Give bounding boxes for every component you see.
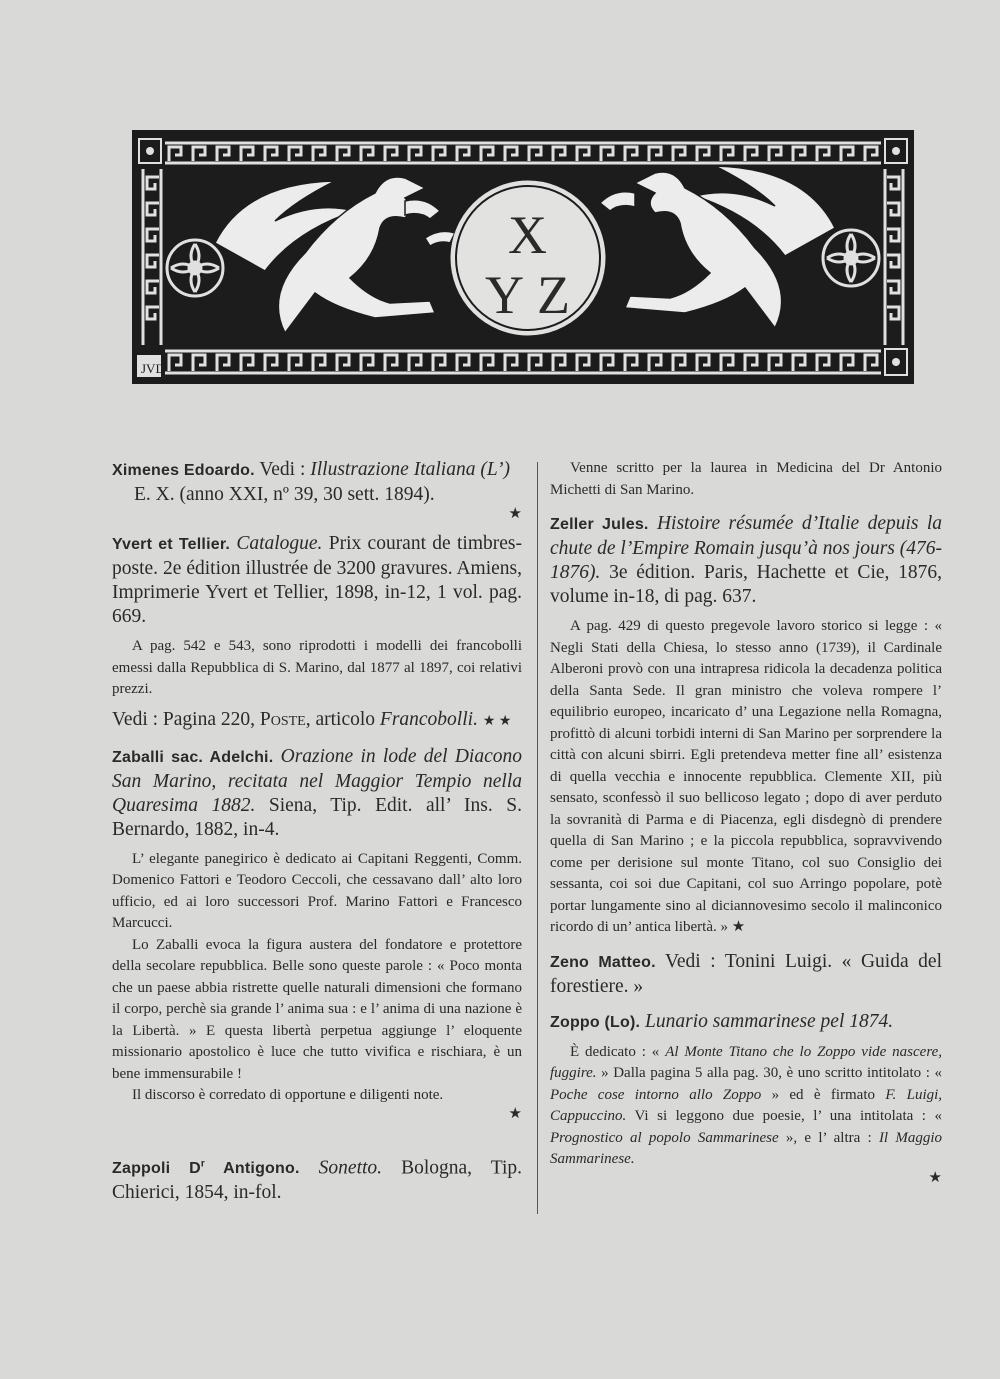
- entry-details: Prix courant de timbres-poste. 2e édition illustrée de 3200 gravures. Amiens, Imprimerie Yvert et Tellier, 1898, in-12, 1 vol. pag. 669.: [112, 533, 522, 627]
- entry-title: Illustrazione Italiana (L’): [310, 459, 510, 480]
- entry-ximenes: [112, 458, 522, 521]
- decorative-banner: [132, 130, 914, 384]
- entry-zaballi: [112, 745, 522, 1121]
- banner-letter-z: Z: [537, 265, 570, 325]
- right-griffin-icon: [600, 166, 835, 328]
- banner-letter-y: Y: [485, 265, 524, 325]
- entry-name: Zeller Jules.: [550, 516, 649, 533]
- entry-title: Catalogue.: [236, 533, 323, 554]
- see-also-title: Francobolli.: [379, 708, 478, 730]
- entry-body: A pag. 542 e 543, sono riprodotti i modelli dei francobolli emessi dalla Repubblica di S. Marino, dal 1877 al 1897, coi relativi prezzi.: [112, 638, 522, 697]
- entry-details: Bologna, Tip. Chierici, 1854, in-fol.: [112, 1156, 523, 1203]
- entry-name: Zaballi sac. Adelchi.: [112, 748, 274, 766]
- entry-vedi: Vedi :: [259, 459, 306, 480]
- banner-monogram: JVD: [141, 361, 165, 376]
- banner-letter-x: X: [508, 205, 547, 265]
- star-marker: ★: [508, 506, 522, 522]
- entry-title: Orazione in lode del Diacono San Marino, recitata nel Maggior Tempio nella Quaresima 1882.: [112, 745, 522, 816]
- entry-details: Vedi : Tonini Luigi. « Guida del forestiere. »: [550, 950, 942, 997]
- entry-zeno: [550, 950, 942, 999]
- greek-key-bottom: [165, 351, 881, 373]
- entry-name: Zeno Matteo.: [550, 953, 656, 971]
- entry-body-paragraph: Il discorso è corredato di opportune e diligenti note.: [132, 1087, 444, 1103]
- column-divider: [537, 462, 538, 1214]
- entry-details: E. X. (anno XXI, nº 39, 30 sett. 1894).: [134, 484, 435, 505]
- entry-body: A pag. 429 di questo pregevole lavoro storico si legge : « Negli Stati della Chiesa, lo stesso anno (1739), il Cardinale Alberoni provò con una intrapresa ridicola la decadenza politica della Santa Sede. Il gran ministro che voleva rompere l’ equilibrio europeo, incaricato d’ una Legazione nella Romagna, profittò di alcuni torbidi interni di San Marino per sorprendere la città con alcuni sbirri. Egli pretendeva metter fine all’ esistenza di quella vecchia e innocente repubblica. Clemente XII, più sensato, sconfessò il suo bellicoso legato ; dopo di aver perduto la sovranità di Parma e di Piacenza, egli disdegnò di prendere quella di San Marino ; e la piccola repubblica, sopravvivendo come per derisione sul monte Titano, col suo Consiglio dei sessanta, coi soi due Capitani, col suo Arringo popolare, potè portar lungamente sino al diciannovesimo secolo il malinconico ricordo di un’ antica libertà. » ★: [550, 618, 942, 935]
- left-column: [112, 458, 522, 1205]
- see-also-section: Poste,: [259, 708, 311, 730]
- entry-name: Ximenes Edoardo.: [112, 462, 255, 479]
- entry-title: Sonetto.: [318, 1156, 383, 1178]
- entry-name: Yvert et Tellier.: [112, 536, 231, 553]
- right-column: [550, 458, 942, 1185]
- entry-title: Lunario sammarinese pel 1874.: [645, 1010, 894, 1032]
- entry-title: Histoire résumée d’Italie depuis la chute de l’Empire Romain jusqu’à nos jours (476-1876).: [550, 513, 942, 583]
- star-marker: ★ ★: [482, 713, 512, 729]
- entry-body: È dedicato : « Al Monte Titano che lo Zoppo vide nascere, fuggire. » Dalla pagina 5 alla pag. 30, è uno scritto intitolato : « Poche cose intorno allo Zoppo » ed è firmato F. Luigi, Cappuccino. Vi si leggono due poesie, l’ una intitolata : « Prognostico al popolo Sammarinese », e l’ altra : Il Maggio Sammarinese.: [550, 1043, 943, 1167]
- entry-name: Zappoli $D^r$ Antigono.: [112, 1158, 300, 1177]
- entry-continuation: Venne scritto per la laurea in Medicina del Dr Antonio Michetti di San Marino.: [550, 460, 942, 498]
- entry-details: Siena, Tip. Edit. all’ Ins. S. Bernardo, 1882, in-4.: [112, 794, 522, 840]
- entry-body-paragraph: Lo Zaballi evoca la figura austera del fondatore e protettore della secolare repubblica. Belle sono queste parole : « Poco monta che un paese abbia ristrette quelle naturali dimensioni che formano il corpo, perchè sia grande l’ anima sua : e l’ anima di una nazione è la Libertà. » E questa libertà perpetua aggiunge l’ eloquente missionario apostolico è luce che tutto vivifica e rischiara, è un bene immensurabile !: [112, 936, 522, 1082]
- entry-yvert: [112, 532, 522, 734]
- left-rosette-icon: [167, 240, 223, 296]
- greek-key-top: [165, 143, 881, 163]
- see-also-prefix: Vedi : Pagina 220,: [112, 708, 255, 730]
- entry-zappoli: [112, 1153, 522, 1205]
- see-also-word: articolo: [315, 708, 376, 730]
- star-marker: ★: [928, 1169, 942, 1186]
- star-marker: ★: [508, 1105, 522, 1122]
- entry-zoppo: [550, 1010, 942, 1185]
- entry-name: Zoppo (Lo).: [550, 1013, 641, 1031]
- entry-details: 3e édition. Paris, Hachette et Cie, 1876, volume in-18, di pag. 637.: [550, 562, 942, 607]
- see-also-line: [112, 708, 522, 734]
- left-griffin-icon: [215, 177, 455, 333]
- right-rosette-icon: [823, 230, 879, 286]
- entry-zeller: [550, 512, 942, 939]
- entry-body-paragraph: L’ elegante panegirico è dedicato ai Capitani Reggenti, Comm. Domenico Fattori e Teodoro Ceccoli, che cessavano dall’ alto loro ufficio, ed ai loro successori Prof. Marino Fattori e Francesco Marcucci.: [112, 850, 522, 931]
